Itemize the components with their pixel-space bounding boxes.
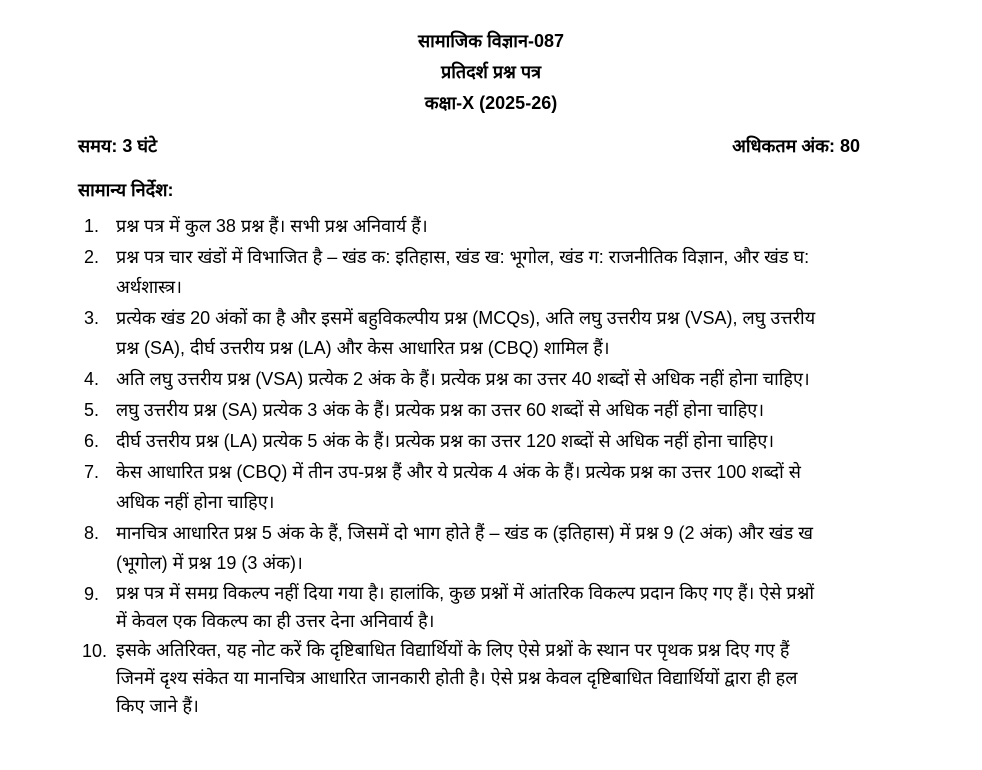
instruction-text: अधिक नहीं होना चाहिए।	[116, 492, 275, 512]
instruction-text: मानचित्र आधारित प्रश्न 5 अंक के हैं, जिसमें दो भाग होते हैं – खंड क (इतिहास) में प्रश्न 9 (2 अंक) और खंड ख	[116, 523, 813, 543]
instruction-text: जिनमें दृश्य संकेत या मानचित्र आधारित जानकारी होती है। ऐसे प्रश्न केवल दृष्टिबाधित विद्यार्थियों द्वारा ही हल	[116, 668, 798, 688]
instruction-text: दीर्घ उत्तरीय प्रश्न (LA) प्रत्येक 5 अंक के हैं। प्रत्येक प्रश्न का उत्तर 120 शब्दों से अधिक नहीं होना चाहिए।	[116, 431, 775, 451]
instruction-text: में केवल एक विकल्प का ही उत्तर देना अनिवार्य है।	[116, 611, 435, 631]
instruction-number: 1.	[84, 216, 100, 236]
instruction-number: 2.	[84, 247, 100, 267]
instruction-text: (भूगोल) में प्रश्न 19 (3 अंक)।	[116, 553, 303, 573]
document-header	[0, 26, 982, 119]
instruction-item	[78, 211, 918, 241]
instruction-number: 5.	[84, 400, 100, 420]
instruction-number: 8.	[84, 523, 100, 543]
exam-meta-row	[78, 134, 860, 160]
instruction-text: इसके अतिरिक्त, यह नोट करें कि दृष्टिबाधित विद्यार्थियों के लिए ऐसे प्रश्नों के स्थान पर पृथक प्रश्न दिए गए हैं	[116, 640, 790, 660]
class-title: कक्षा-X (2025-26)	[424, 93, 558, 113]
instruction-number: 3.	[84, 308, 100, 328]
subject-title: सामाजिक विज्ञान-087	[418, 31, 564, 51]
maximum-marks: अधिकतम अंक: 80	[732, 136, 860, 156]
instruction-text: प्रश्न पत्र में कुल 38 प्रश्न हैं। सभी प्रश्न अनिवार्य हैं।	[116, 216, 428, 236]
instruction-text: अति लघु उत्तरीय प्रश्न (VSA) प्रत्येक 2 अंक के हैं। प्रत्येक प्रश्न का उत्तर 40 शब्दों से अधिक नहीं होना चाहिए।	[116, 369, 810, 389]
instruction-number: 10.	[82, 641, 108, 661]
paper-type-title: प्रतिदर्श प्रश्न पत्र	[440, 62, 542, 82]
instructions-list	[78, 211, 918, 720]
instruction-item	[78, 426, 918, 456]
instruction-text: लघु उत्तरीय प्रश्न (SA) प्रत्येक 3 अंक के हैं। प्रत्येक प्रश्न का उत्तर 60 शब्दों से अधिक नहीं होना चाहिए।	[116, 400, 765, 420]
instruction-text: प्रश्न पत्र में समग्र विकल्प नहीं दिया गया है। हालांकि, कुछ प्रश्नों में आंतरिक विकल्प प्रदान किए गए हैं। ऐसे प्रश्नों	[116, 583, 815, 603]
instruction-text: अर्थशास्त्र।	[116, 277, 182, 297]
instruction-text: प्रत्येक खंड 20 अंकों का है और इसमें बहुविकल्पीय प्रश्न (MCQs), अति लघु उत्तरीय प्रश्न (VSA), लघु उत्तरीय	[116, 308, 816, 328]
instruction-number: 9.	[84, 584, 100, 604]
instruction-item	[78, 579, 918, 635]
instruction-item	[78, 242, 918, 302]
instruction-number: 4.	[84, 369, 100, 389]
instruction-item	[78, 518, 918, 578]
instruction-text: प्रश्न पत्र चार खंडों में विभाजित है – खंड क: इतिहास, खंड ख: भूगोल, खंड ग: राजनीतिक विज्ञान, और खंड घ:	[116, 247, 810, 267]
instruction-text: प्रश्न (SA), दीर्घ उत्तरीय प्रश्न (LA) और केस आधारित प्रश्न (CBQ) शामिल हैं।	[116, 338, 610, 358]
instruction-item	[78, 636, 918, 720]
instruction-item	[78, 457, 918, 517]
instruction-text: केस आधारित प्रश्न (CBQ) में तीन उप-प्रश्न हैं और ये प्रत्येक 4 अंक के हैं। प्रत्येक प्रश्न का उत्तर 100 शब्दों से	[116, 462, 801, 482]
instruction-number: 6.	[84, 431, 100, 451]
instruction-number: 7.	[84, 462, 100, 482]
time-duration: समय: 3 घंटे	[78, 136, 158, 156]
instruction-item	[78, 364, 918, 394]
instruction-text: किए जाने हैं।	[116, 696, 199, 716]
general-instructions-heading: सामान्य निर्देश:	[78, 180, 174, 200]
instruction-item	[78, 303, 918, 363]
instruction-item	[78, 395, 918, 425]
